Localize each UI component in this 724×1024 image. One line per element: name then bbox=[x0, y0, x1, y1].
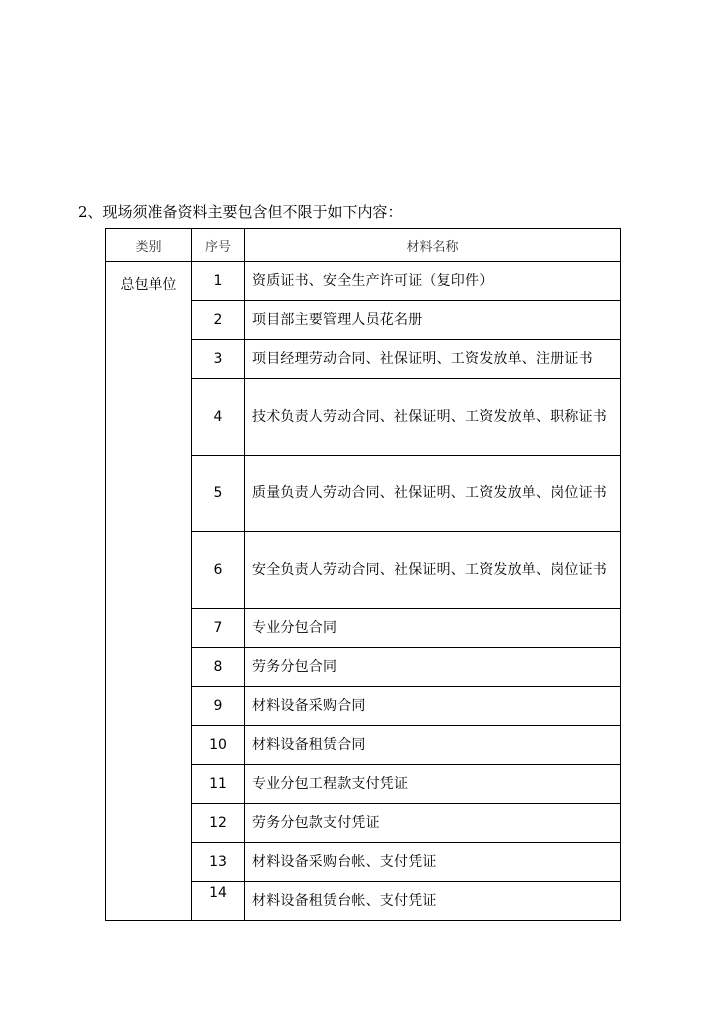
serial-cell: 3 bbox=[192, 340, 245, 379]
material-cell: 劳务分包合同 bbox=[245, 647, 621, 686]
section-heading: 2、现场须准备资料主要包含但不限于如下内容： bbox=[78, 203, 403, 221]
material-cell: 材料设备采购合同 bbox=[245, 686, 621, 725]
material-cell: 资质证书、安全生产许可证（复印件） bbox=[245, 262, 621, 301]
material-cell: 质量负责人劳动合同、社保证明、工资发放单、岗位证书 bbox=[245, 455, 621, 532]
material-cell: 劳务分包款支付凭证 bbox=[245, 803, 621, 842]
category-cell: 总包单位 bbox=[106, 262, 192, 921]
serial-cell: 6 bbox=[192, 532, 245, 609]
material-cell: 专业分包合同 bbox=[245, 608, 621, 647]
material-cell: 技术负责人劳动合同、社保证明、工资发放单、职称证书 bbox=[245, 379, 621, 456]
material-cell: 材料设备租赁台帐、支付凭证 bbox=[245, 881, 621, 920]
table-row bbox=[106, 262, 621, 301]
serial-cell: 2 bbox=[192, 301, 245, 340]
serial-cell: 13 bbox=[192, 842, 245, 881]
material-cell: 项目部主要管理人员花名册 bbox=[245, 301, 621, 340]
serial-cell: 9 bbox=[192, 686, 245, 725]
serial-cell: 4 bbox=[192, 379, 245, 456]
serial-cell: 5 bbox=[192, 455, 245, 532]
serial-cell: 7 bbox=[192, 608, 245, 647]
material-cell: 专业分包工程款支付凭证 bbox=[245, 764, 621, 803]
header-material: 材料名称 bbox=[245, 229, 621, 262]
serial-cell: 14 bbox=[192, 881, 245, 920]
header-category: 类别 bbox=[106, 229, 192, 262]
serial-cell: 8 bbox=[192, 647, 245, 686]
material-cell: 材料设备采购台帐、支付凭证 bbox=[245, 842, 621, 881]
header-serial: 序号 bbox=[192, 229, 245, 262]
serial-cell: 11 bbox=[192, 764, 245, 803]
serial-cell: 1 bbox=[192, 262, 245, 301]
serial-cell: 10 bbox=[192, 725, 245, 764]
material-cell: 项目经理劳动合同、社保证明、工资发放单、注册证书 bbox=[245, 340, 621, 379]
table-header-row bbox=[106, 229, 621, 262]
materials-table bbox=[105, 228, 621, 921]
serial-cell: 12 bbox=[192, 803, 245, 842]
material-cell: 安全负责人劳动合同、社保证明、工资发放单、岗位证书 bbox=[245, 532, 621, 609]
material-cell: 材料设备租赁合同 bbox=[245, 725, 621, 764]
